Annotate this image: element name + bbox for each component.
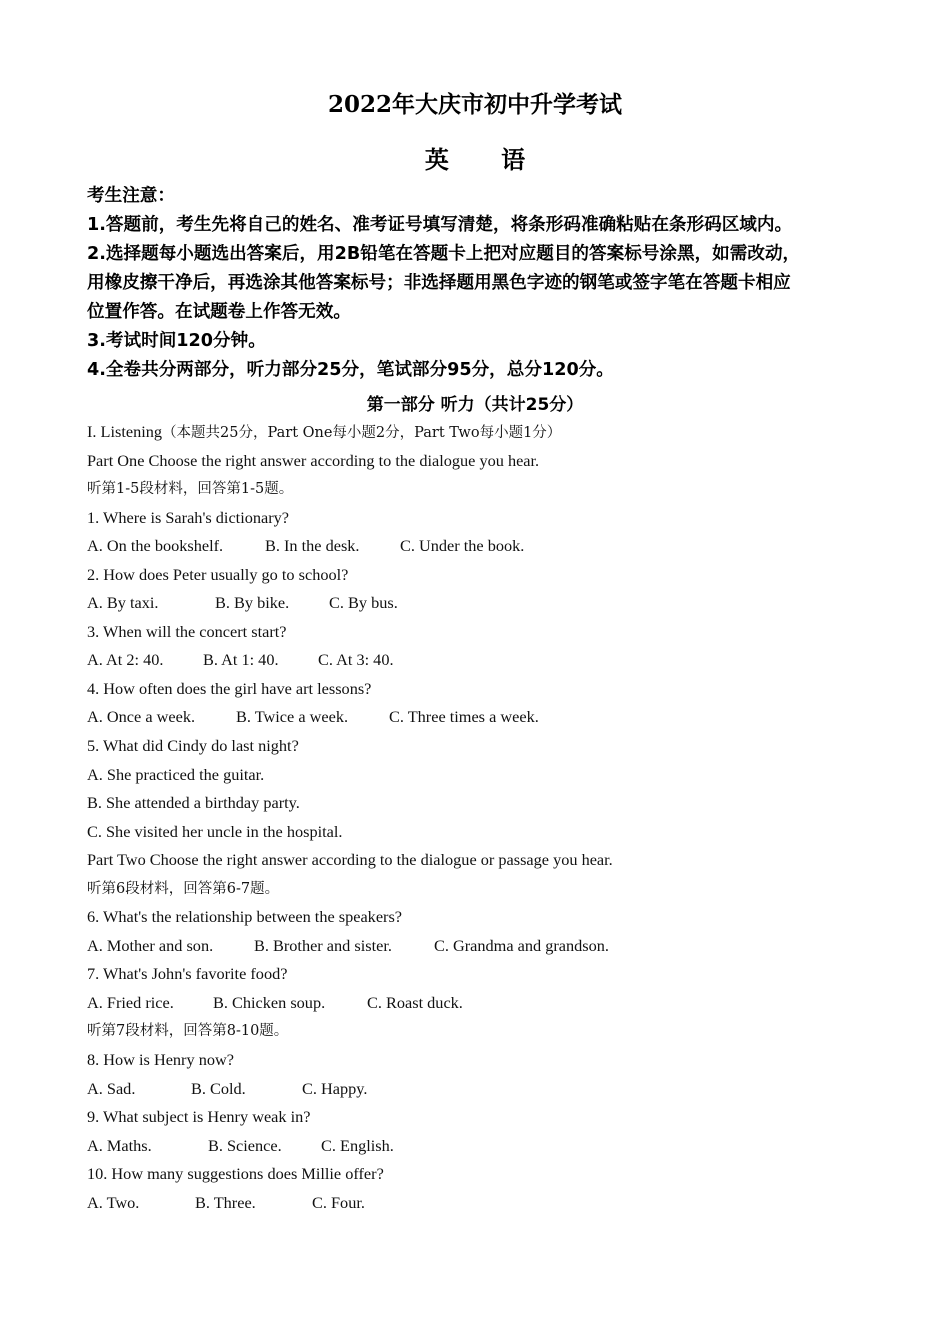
material-instruction-6: 听第6段材料，回答第6-7题。 (87, 880, 280, 897)
option-b: B. Chicken soup. (213, 992, 326, 1012)
option-a: A. On the bookshelf. (87, 536, 224, 556)
option-c: C. At 3: 40. (318, 650, 394, 670)
listening-section (87, 418, 887, 1217)
option-c: C. English. (321, 1135, 394, 1155)
option-c: C. Roast duck. (367, 992, 463, 1012)
option-b: B. Twice a week. (236, 707, 349, 727)
option-a: A. Two. (87, 1192, 140, 1212)
notice-heading: 考生注意： (87, 186, 175, 206)
question-8: 8. How is Henry now? (87, 1050, 234, 1070)
question-2-options (87, 589, 887, 618)
option-a: A. By taxi. (87, 593, 159, 613)
option-c: C. She visited her uncle in the hospital. (87, 821, 343, 841)
notice-line: 4.全卷共分两部分，听力部分25分，笔试部分95分，总分120分。 (87, 360, 614, 380)
option-b: B. In the desk. (265, 536, 360, 556)
question-9-options (87, 1132, 887, 1161)
question-6: 6. What's the relationship between the speakers? (87, 907, 403, 927)
question-3: 3. When will the concert start? (87, 621, 287, 641)
notice-line: 3.考试时间120分钟。 (87, 331, 266, 351)
notice-block (87, 182, 867, 385)
listening-intro (87, 418, 887, 447)
option-a: A. Maths. (87, 1135, 152, 1155)
option-a: A. At 2: 40. (87, 650, 164, 670)
option-c: C. Grandma and grandson. (434, 935, 609, 955)
material-instruction-1: 听第1-5段材料，回答第1-5题。 (87, 481, 294, 498)
notice-line: 位置作答。在试题卷上作答无效。 (87, 302, 351, 322)
question-7-options (87, 989, 887, 1018)
option-c: C. By bus. (329, 593, 398, 613)
notice-line: 用橡皮擦干净后，再选涂其他答案标号；非选择题用黑色字迹的钢笔或签字笔在答题卡相应 (87, 273, 791, 293)
option-a: A. Sad. (87, 1078, 136, 1098)
option-c: C. Under the book. (400, 536, 525, 556)
option-b: B. By bike. (215, 593, 290, 613)
question-4: 4. How often does the girl have art lessons? (87, 678, 372, 698)
part-one-instruction: Part One Choose the right answer according to the dialogue you hear. (87, 450, 540, 470)
section-title: 第一部分 听力（共计25分） (366, 395, 584, 415)
question-2: 2. How does Peter usually go to school? (87, 564, 349, 584)
notice-line: 1.答题前，考生先将自己的姓名、准考证号填写清楚，将条形码准确粘贴在条形码区域内。 (87, 215, 793, 235)
question-10-options (87, 1189, 887, 1218)
question-9: 9. What subject is Henry weak in? (87, 1107, 311, 1127)
exam-subject: 英 语 (424, 145, 548, 174)
question-8-options (87, 1075, 887, 1104)
option-a: A. Once a week. (87, 707, 196, 727)
option-c: C. Three times a week. (389, 707, 539, 727)
option-a: A. Fried rice. (87, 992, 174, 1012)
question-4-options (87, 703, 887, 732)
listening-intro-cn: （本题共25分，Part One每小题2分，Part Two每小题1分） (162, 425, 562, 441)
question-6-options (87, 932, 887, 961)
option-a: A. She practiced the guitar. (87, 764, 265, 784)
question-10: 10. How many suggestions does Millie offer? (87, 1164, 384, 1184)
option-c: C. Happy. (302, 1078, 368, 1098)
question-1: 1. Where is Sarah's dictionary? (87, 507, 290, 527)
question-1-options (87, 532, 887, 561)
question-5: 5. What did Cindy do last night? (87, 736, 299, 756)
option-b: B. Brother and sister. (254, 935, 392, 955)
option-c: C. Four. (312, 1192, 365, 1212)
option-a: A. Mother and son. (87, 935, 214, 955)
option-b: B. Science. (208, 1135, 282, 1155)
part-two-instruction: Part Two Choose the right answer according to the dialogue or passage you hear. (87, 850, 613, 870)
question-7: 7. What's John's favorite food? (87, 964, 288, 984)
listening-intro-en: I. Listening (87, 422, 163, 441)
notice-line: 2.选择题每小题选出答案后，用2B铅笔在答题卡上把对应题目的答案标号涂黑，如需改动， (87, 244, 801, 264)
option-b: B. Cold. (191, 1078, 246, 1098)
exam-title: 2022年大庆市初中升学考试 (327, 91, 622, 118)
material-instruction-7: 听第7段材料，回答第8-10题。 (87, 1023, 289, 1040)
question-3-options (87, 646, 887, 675)
option-b: B. Three. (195, 1192, 256, 1212)
option-b: B. At 1: 40. (203, 650, 279, 670)
option-b: B. She attended a birthday party. (87, 793, 300, 813)
